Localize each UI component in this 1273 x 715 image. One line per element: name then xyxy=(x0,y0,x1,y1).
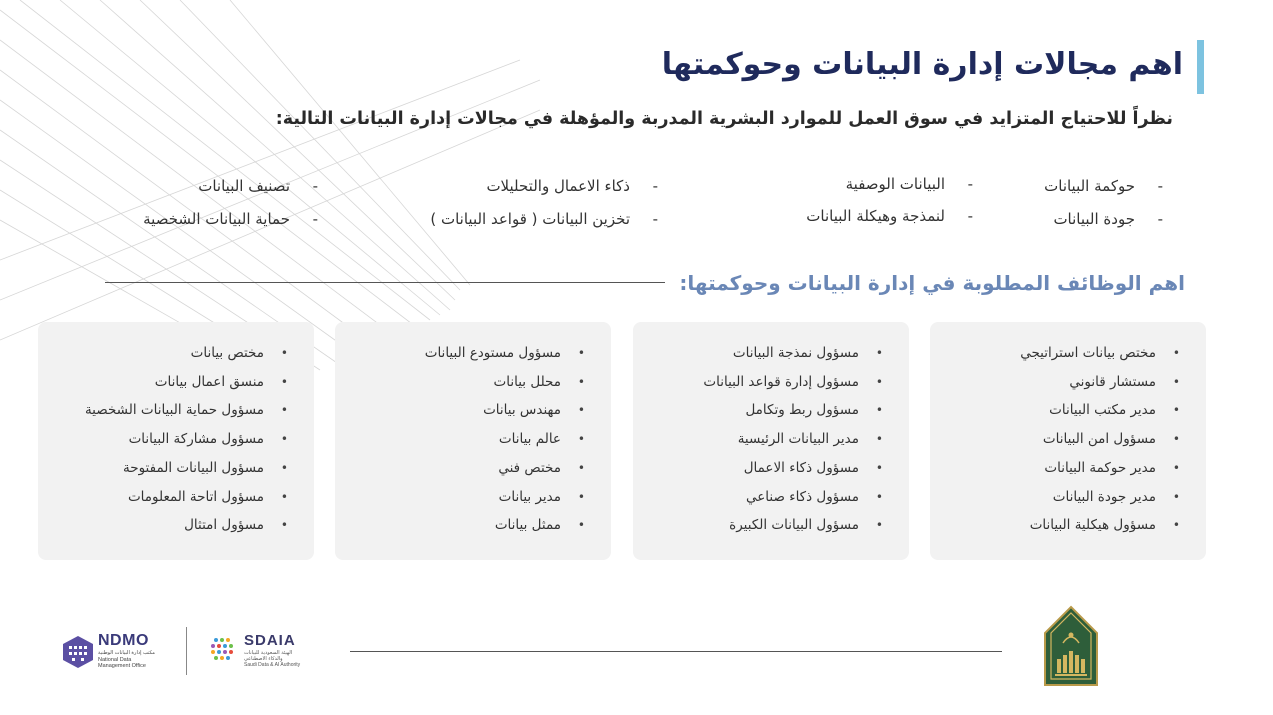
sdaia-logo-icon xyxy=(208,634,240,666)
job-item: • محلل بيانات xyxy=(345,368,585,397)
field-item xyxy=(430,207,658,231)
field-item xyxy=(198,174,318,198)
university-emblem-icon xyxy=(1043,605,1099,687)
ndmo-logo xyxy=(60,630,170,674)
job-item: • مسؤول نمذجة البيانات xyxy=(643,339,883,368)
field-label: جودة البيانات xyxy=(1053,210,1135,228)
logos-divider xyxy=(186,627,187,675)
field-label: حوكمة البيانات xyxy=(1044,177,1135,195)
field-label: تخزين البيانات ( قواعد البيانات ) xyxy=(430,210,630,228)
field-label: حماية البيانات الشخصية xyxy=(143,210,290,228)
job-item: • مدير بيانات xyxy=(345,483,585,512)
job-item: • مسؤول مستودع البيانات xyxy=(345,339,585,368)
job-item: • مهندس بيانات xyxy=(345,396,585,425)
page-subtitle: نظراً للاحتياج المتزايد في سوق العمل للموارد البشرية المدربة والمؤهلة في مجالات إدارة البيانات التالية: xyxy=(275,109,1173,129)
jobs-section-title: اهم الوظائف المطلوبة في إدارة البيانات وحوكمتها: xyxy=(679,271,1185,295)
sdaia-name: SDAIA xyxy=(244,632,296,649)
sdaia-logo xyxy=(208,632,318,672)
field-label: البيانات الوصفية xyxy=(845,175,945,193)
footer-divider xyxy=(350,651,1002,652)
job-column-3 xyxy=(335,322,611,560)
job-column-2 xyxy=(633,322,909,560)
job-item: • مختص بيانات استراتيجي xyxy=(940,339,1180,368)
ndmo-name: NDMO xyxy=(98,632,149,649)
job-item: • مسؤول امن البيانات xyxy=(940,425,1180,454)
field-dash: - xyxy=(312,177,318,195)
job-item: • مدير حوكمة البيانات xyxy=(940,454,1180,483)
ndmo-english-2: Management Office xyxy=(98,663,146,669)
job-item: • منسق اعمال بيانات xyxy=(48,368,288,397)
job-item: • مسؤول مشاركة البيانات xyxy=(48,425,288,454)
field-label: ذكاء الاعمال والتحليلات xyxy=(486,177,630,195)
job-item: • عالم بيانات xyxy=(345,425,585,454)
ndmo-arabic: مكتب إدارة البيانات الوطنية xyxy=(98,650,155,656)
section-divider xyxy=(105,282,665,283)
field-dash: - xyxy=(1157,210,1163,228)
title-accent-bar xyxy=(1197,40,1204,94)
job-item: • مستشار قانوني xyxy=(940,368,1180,397)
ndmo-logo-icon xyxy=(60,634,96,670)
ndmo-english-1: National Data xyxy=(98,657,132,663)
field-item xyxy=(486,174,658,198)
field-item xyxy=(1044,174,1163,198)
job-item: • مسؤول هيكلية البيانات xyxy=(940,511,1180,540)
field-item xyxy=(143,207,318,231)
field-dash: - xyxy=(967,207,973,225)
field-dash: - xyxy=(967,175,973,193)
field-item xyxy=(1053,207,1163,231)
field-item xyxy=(806,204,973,228)
field-dash: - xyxy=(652,177,658,195)
page-title: اهم مجالات إدارة البيانات وحوكمتها xyxy=(661,47,1183,82)
job-item: • مدير البيانات الرئيسية xyxy=(643,425,883,454)
job-item: • مدير جودة البيانات xyxy=(940,483,1180,512)
job-item: • مسؤول إدارة قواعد البيانات xyxy=(643,368,883,397)
job-item: • مختص بيانات xyxy=(48,339,288,368)
job-item: • مختص فني xyxy=(345,454,585,483)
job-item: • مدير مكتب البيانات xyxy=(940,396,1180,425)
job-column-4 xyxy=(38,322,314,560)
sdaia-arabic-1: الهيئة السعودية للبيانات xyxy=(244,650,293,656)
job-column-1 xyxy=(930,322,1206,560)
field-dash: - xyxy=(312,210,318,228)
field-label: تصنيف البيانات xyxy=(198,177,290,195)
job-item: • مسؤول ذكاء الاعمال xyxy=(643,454,883,483)
field-label: لنمذجة وهيكلة البيانات xyxy=(806,207,945,225)
field-dash: - xyxy=(652,210,658,228)
job-item: • مسؤول اتاحة المعلومات xyxy=(48,483,288,512)
sdaia-arabic-2: والذكاء الاصطناعي xyxy=(244,656,283,662)
job-item: • مسؤول ذكاء صناعي xyxy=(643,483,883,512)
sdaia-english: Saudi Data & AI Authority xyxy=(244,662,301,668)
job-item: • مسؤول حماية البيانات الشخصية xyxy=(48,396,288,425)
job-item: • مسؤول ربط وتكامل xyxy=(643,396,883,425)
field-item xyxy=(846,172,973,196)
job-item: • مسؤول امتثال xyxy=(48,511,288,540)
job-item: • مسؤول البيانات الكبيرة xyxy=(643,511,883,540)
job-item: • ممثل بيانات xyxy=(345,511,585,540)
field-dash: - xyxy=(1157,177,1163,195)
job-item: • مسؤول البيانات المفتوحة xyxy=(48,454,288,483)
